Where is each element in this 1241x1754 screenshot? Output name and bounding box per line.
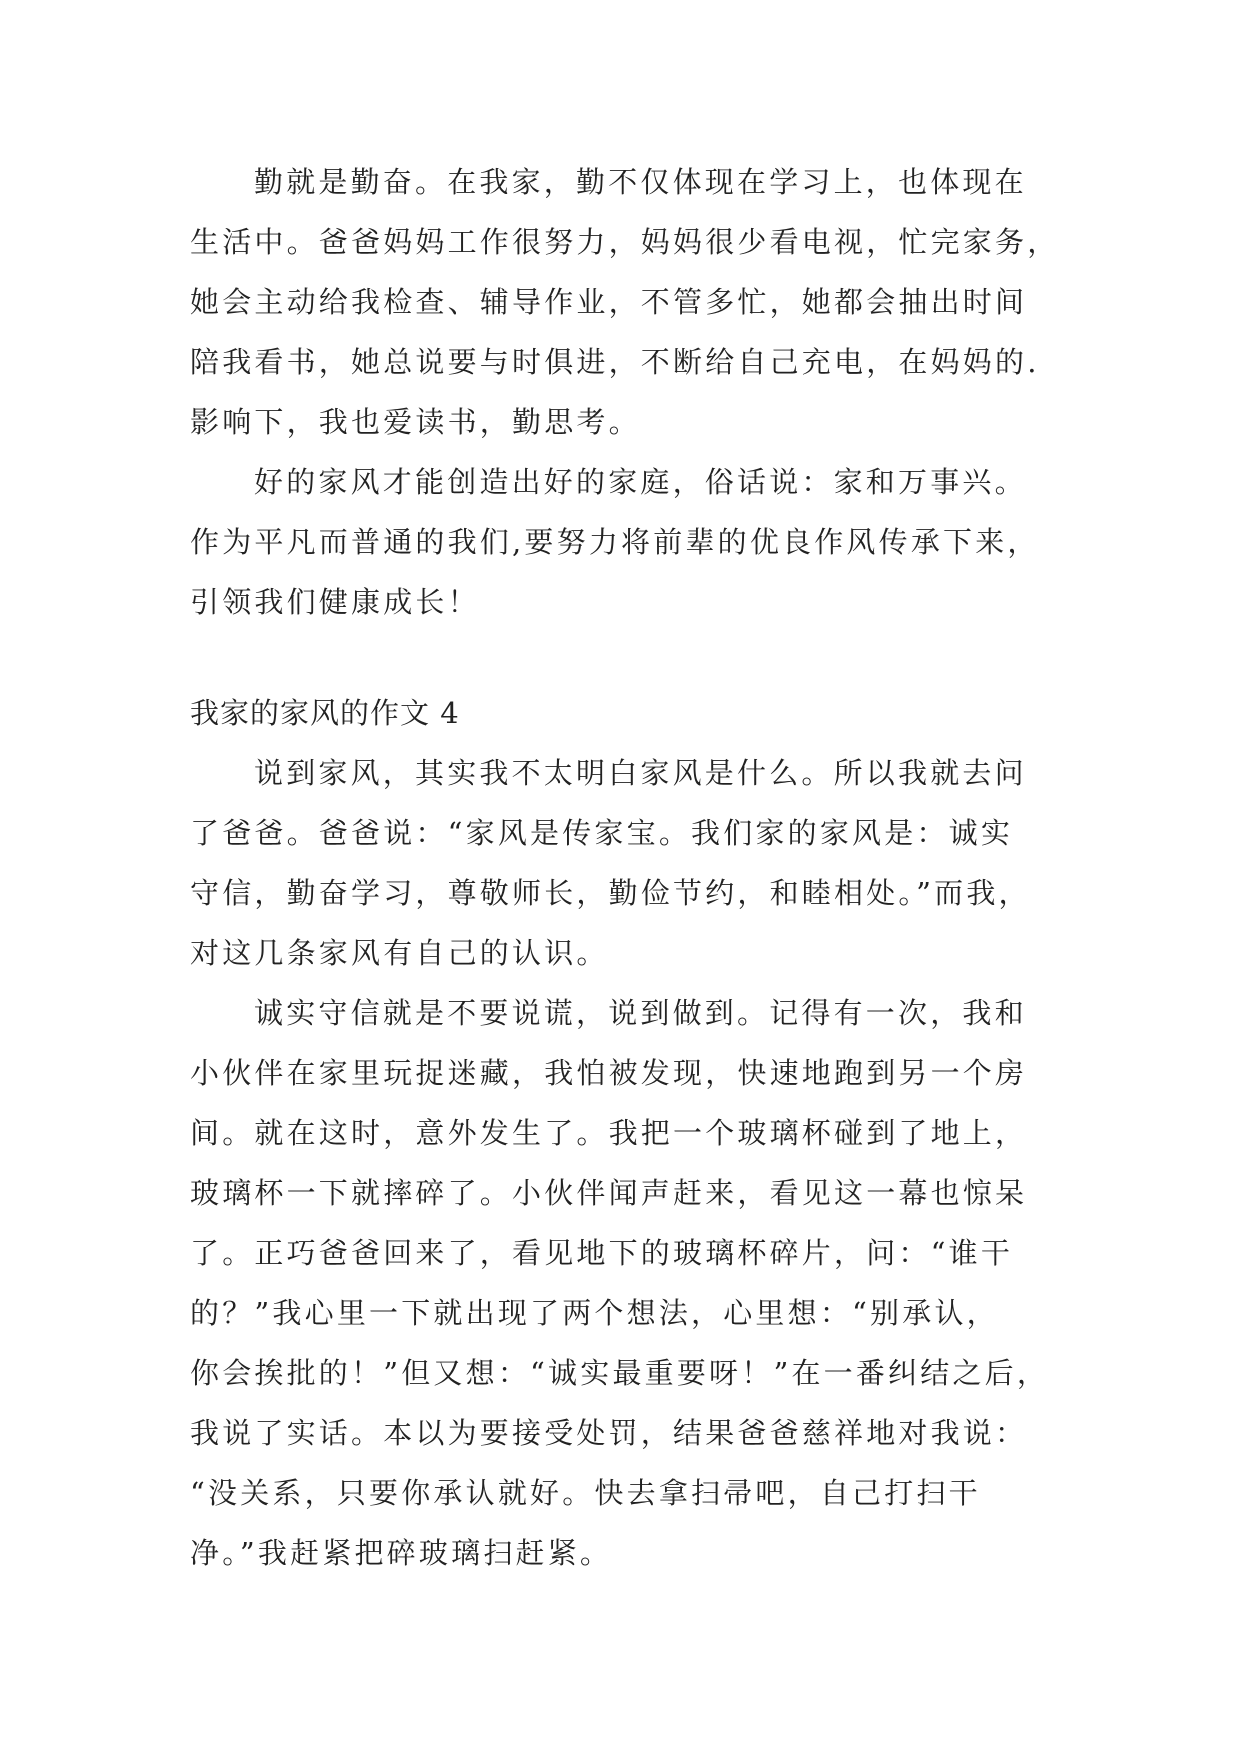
paragraph-line: 你会挨批的！”但又想：“诚实最重要呀！”在一番纠结之后， (190, 1356, 1050, 1390)
paragraph-line: 勤就是勤奋。在我家，勤不仅体现在学习上，也体现在 (254, 165, 1027, 199)
paragraph-line: 了爸爸。爸爸说：“家风是传家宝。我们家的家风是：诚实 (190, 816, 1014, 850)
paragraph-line: 引领我们健康成长！ (190, 585, 480, 619)
essay-title: 我家的家风的作文 4 (190, 696, 460, 730)
paragraph-line: 守信，勤奋学习，尊敬师长，勤俭节约，和睦相处。”而我， (190, 876, 1031, 910)
paragraph-line: 小伙伴在家里玩捉迷藏，我怕被发现，快速地跑到另一个房 (190, 1056, 1028, 1090)
paragraph-conclusion (190, 452, 1060, 632)
paragraph-family-tradition (190, 743, 1060, 983)
paragraph-line: 生活中。爸爸妈妈工作很努力，妈妈很少看电视，忙完家务， (190, 225, 1060, 259)
paragraph-line: 间。就在这时，意外发生了。我把一个玻璃杯碰到了地上， (190, 1116, 1028, 1150)
paragraph-line: 影响下，我也爱读书，勤思考。 (190, 405, 641, 439)
paragraph-line: 说到家风，其实我不太明白家风是什么。所以我就去问 (254, 756, 1027, 790)
paragraph-line: 陪我看书，她总说要与时俱进，不断给自己充电，在妈妈的. (190, 345, 1040, 379)
paragraph-line: 的？”我心里一下就出现了两个想法，心里想：“别承认， (190, 1296, 999, 1330)
paragraph-line: 作为平凡而普通的我们,要努力将前辈的优良作风传承下来， (190, 525, 1040, 559)
paragraph-line: 净。”我赶紧把碎玻璃扫赶紧。 (190, 1536, 613, 1570)
paragraph-honesty (190, 983, 1060, 1583)
paragraph-line: 玻璃杯一下就摔碎了。小伙伴闻声赶来，看见这一幕也惊呆 (190, 1176, 1028, 1210)
paragraph-line: 她会主动给我检查、辅导作业，不管多忙，她都会抽出时间 (190, 285, 1028, 319)
section-one (190, 152, 1060, 632)
paragraph-diligence (190, 152, 1060, 452)
paragraph-line: 好的家风才能创造出好的家庭，俗话说：家和万事兴。 (254, 465, 1027, 499)
paragraph-line: 我说了实话。本以为要接受处罚，结果爸爸慈祥地对我说： (190, 1416, 1028, 1450)
essay-4-section (190, 683, 1060, 1583)
paragraph-line: 对这几条家风有自己的认识。 (190, 936, 609, 970)
paragraph-line: 了。正巧爸爸回来了，看见地下的玻璃杯碎片，问：“谁干 (190, 1236, 1014, 1270)
paragraph-line: “没关系，只要你承认就好。快去拿扫帚吧，自己打扫干 (190, 1476, 981, 1510)
paragraph-line: 诚实守信就是不要说谎，说到做到。记得有一次，我和 (254, 996, 1027, 1030)
